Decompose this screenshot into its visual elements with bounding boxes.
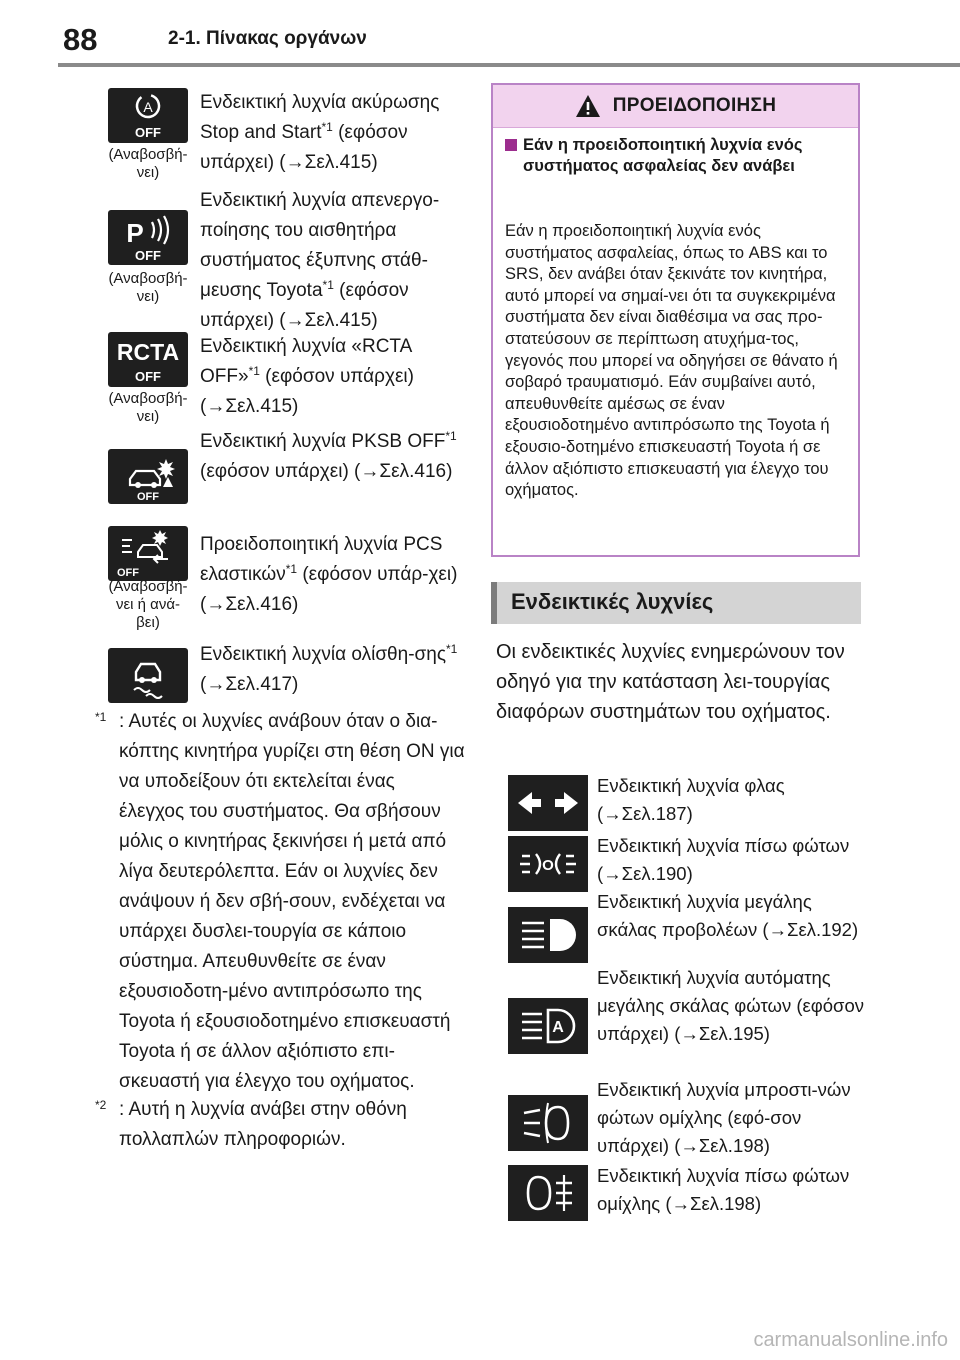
icon-off-label: OFF xyxy=(117,567,139,579)
section-intro: Οι ενδεικτικές λυχνίες ενημερώνουν τον οδηγό για την κατάσταση λει-τουργίας διαφόρων συστημάτων του οχήματος. xyxy=(496,641,845,723)
indicator-description: Ενδεικτική λυχνία μπροστι-νών φώτων ομίχλης (εφό-σον υπάρχει) (→Σελ.198) xyxy=(597,1079,851,1156)
bullet-square-icon xyxy=(505,139,517,151)
warning-title: ΠΡΟΕΙΔΟΠΟΙΗΣΗ xyxy=(612,95,777,116)
icon-rcta-label: RCTA xyxy=(116,339,180,365)
indicator-tail: (εφόσον υπάρχει) (→Σελ.415) xyxy=(200,280,409,331)
slip-indicator-icon xyxy=(108,648,188,703)
indicator-tail: (εφόσον υπάρχει) (→Σελ.416) xyxy=(200,461,453,482)
warning-header xyxy=(493,85,858,128)
icon-off-label: OFF xyxy=(135,248,161,263)
pcs-warning-icon xyxy=(108,526,188,581)
rcta-off-icon xyxy=(108,332,188,387)
indicator-description: Ενδεικτική λυχνία πίσω φώτων ομίχλης (→Σελ.198) xyxy=(597,1165,850,1214)
footnote-ref: *1 xyxy=(248,364,260,378)
svg-text:P: P xyxy=(126,218,144,248)
warning-triangle-icon xyxy=(575,94,601,118)
page-number: 88 xyxy=(63,22,98,57)
indicator-text: Ενδεικτική λυχνία «RCTA OFF» xyxy=(200,336,412,387)
indicator-tail: (εφόσον υπάρχει) (→Σελ.415) xyxy=(200,122,408,173)
indicator-tail: (εφόσον υπάρχει) (→Σελ.415) xyxy=(200,366,414,417)
indicator-description xyxy=(200,640,470,700)
icon-off-label: OFF xyxy=(135,125,161,140)
indicator-sub: (Αναβοσβή- νει) xyxy=(108,270,188,305)
tail-light-icon xyxy=(508,836,588,892)
indicator-description xyxy=(200,530,470,620)
parking-sensor-off-icon xyxy=(108,210,188,265)
svg-text:O: O xyxy=(542,857,554,874)
indicator-text: Προειδοποιητική λυχνία PCS ελαστικών xyxy=(200,534,443,585)
icon-letter-a: A xyxy=(552,1019,564,1036)
footnote-ref: *1 xyxy=(322,278,334,292)
indicator-tail: (εφόσον υπάρ-χει) (→Σελ.416) xyxy=(200,564,458,615)
auto-high-beam-icon xyxy=(508,998,588,1054)
indicator-tail: (→Σελ.417) xyxy=(200,674,299,695)
indicator-description xyxy=(200,186,470,336)
page-title: 2-1. Πίνακας οργάνων xyxy=(168,28,367,49)
indicator-description: Ενδεικτική λυχνία αυτόματης μεγάλης σκάλας φώτων (εφόσον υπάρχει) (→Σελ.195) xyxy=(597,967,865,1044)
indicator-text: Ενδεικτική λυχνία ολίσθη-σης xyxy=(200,644,446,665)
footnote-1: *1 : Αυτές οι λυχνίες ανάβουν όταν ο δια-κόπτης κινητήρα γυρίζει στη θέση ON για να υποδείξουν ότι εκτελείται ένας έλεγχος του συστήματος. Θα σβήσουν μόλις ο κινητήρας ξεκινήσει ή μετά από λίγα δευτερόλεπτα. Εάν οι λυχνίες δεν ανάψουν ή δεν σβή-σουν, ενδέχεται να υπάρχει δυσλει-τουργία σε κάποιο σύστημα. Απευθυνθείτε σε έναν εξουσιοδοτη-μένο αντιπρόσωπο της Toyota ή εξουσιοδοτημένο επισκευαστή Toyota ή σε άλλον αξιόπιστο επι-σκευαστή για έλεγχο του οχήματος. xyxy=(95,707,465,1097)
footnote-ref: *1 xyxy=(445,642,458,656)
warning-box xyxy=(491,83,860,557)
indicator-description: Ενδεικτική λυχνία πίσω φώτων (→Σελ.190) xyxy=(597,835,850,884)
footnote-2: *2 : Αυτή η λυχνία ανάβει στην οθόνη πολλαπλών πληροφοριών. xyxy=(95,1095,465,1155)
header-rule xyxy=(58,63,960,67)
icon-off-label: OFF xyxy=(135,369,161,384)
indicator-description xyxy=(200,427,470,487)
stop-start-cancel-icon xyxy=(108,88,188,143)
warning-body: Εάν η προειδοποιητική λυχνία ενός συστήματος ασφαλείας, όπως το ABS και το SRS, δεν ανάβει όταν ξεκινάτε τον κινητήρα, αυτό μπορεί να σημαί-νει ότι τα συγκεκριμένα συστήματα δεν είναι διαθέσιμα να σας προ-στατεύσουν σε περίπτωση ατυχήμα-τος, γεγονός που μπορεί να οδηγήσει σε θάνατο ή σοβαρό τραυματισμό. Εάν συμβαίνει αυτό, απευθυνθείτε αμέσως σε έναν εξουσιοδοτημένο αντιπρόσωπο της Toyota ή εξουσιο-δοτημένο επισκευαστή Toyota ή σε άλλον αξιόπιστο επισκευαστή για έλεγχο του οχήματος. xyxy=(505,222,838,500)
indicator-sub: (Αναβοσβή- νει) xyxy=(108,146,188,181)
section-title: Ενδεικτικές λυχνίες xyxy=(511,589,714,614)
footnote-text: : Αυτές οι λυχνίες ανάβουν όταν ο δια-κόπτης κινητήρα γυρίζει στη θέση ON για να υποδείξουν ότι εκτελείται ένας έλεγχος του συστήματος. Θα σβήσουν μόλις ο κινητήρας ξεκινήσει ή μετά από λίγα δευτερόλεπτα. Εάν οι λυχνίες δεν ανάψουν ή δεν σβή-σουν, ενδέχεται να υπάρχει δυσλει-τουργία σε κάποιο σύστημα. Απευθυνθείτε σε έναν εξουσιοδοτη-μένο αντιπρόσωπο της Toyota ή εξουσιοδοτημένο επισκευαστή Toyota ή σε άλλον αξιόπιστο επι-σκευαστή για έλεγχο του οχήματος. xyxy=(119,711,465,1092)
turn-signal-icon xyxy=(508,775,588,831)
front-fog-icon xyxy=(508,1095,588,1151)
footnote-ref: *1 xyxy=(285,562,298,576)
icon-letter-a: A xyxy=(143,99,153,115)
watermark: carmanualsonline.info xyxy=(753,1329,948,1351)
warning-subheading-text: Εάν η προειδοποιητική λυχνία ενός συστήματος ασφαλείας δεν ανάβει xyxy=(523,136,803,175)
indicator-description: Ενδεικτική λυχνία μεγάλης σκάλας προβολέων (→Σελ.192) xyxy=(597,891,859,940)
footnote-text: : Αυτή η λυχνία ανάβει στην οθόνη πολλαπλών πληροφοριών. xyxy=(119,1099,407,1150)
icon-off-label: OFF xyxy=(137,491,159,503)
pksb-off-icon xyxy=(108,449,188,504)
indicator-description xyxy=(200,88,470,178)
indicator-text: Ενδεικτική λυχνία PKSB OFF xyxy=(200,431,446,452)
indicator-sub: (Αναβοσβή- νει) xyxy=(108,390,188,425)
high-beam-icon xyxy=(508,907,588,963)
indicator-description xyxy=(200,332,470,422)
footnote-ref: *1 xyxy=(445,429,457,443)
indicator-text: Ενδεικτική λυχνία ακύρωσης Stop and Start xyxy=(200,92,440,143)
footnote-ref: *1 xyxy=(321,120,333,134)
indicator-description: Ενδεικτική λυχνία φλας (→Σελ.187) xyxy=(597,775,785,824)
warning-subheading xyxy=(505,135,845,177)
rear-fog-icon xyxy=(508,1165,588,1221)
section-heading-bar xyxy=(491,582,861,624)
indicator-sub: (Αναβοσβή- νει ή ανά- βει) xyxy=(108,578,188,631)
indicator-text: Ενδεικτική λυχνία απενεργο-ποίησης του αισθητήρα συστήματος έξυπνης στάθ-μευσης Toyota xyxy=(200,190,440,301)
